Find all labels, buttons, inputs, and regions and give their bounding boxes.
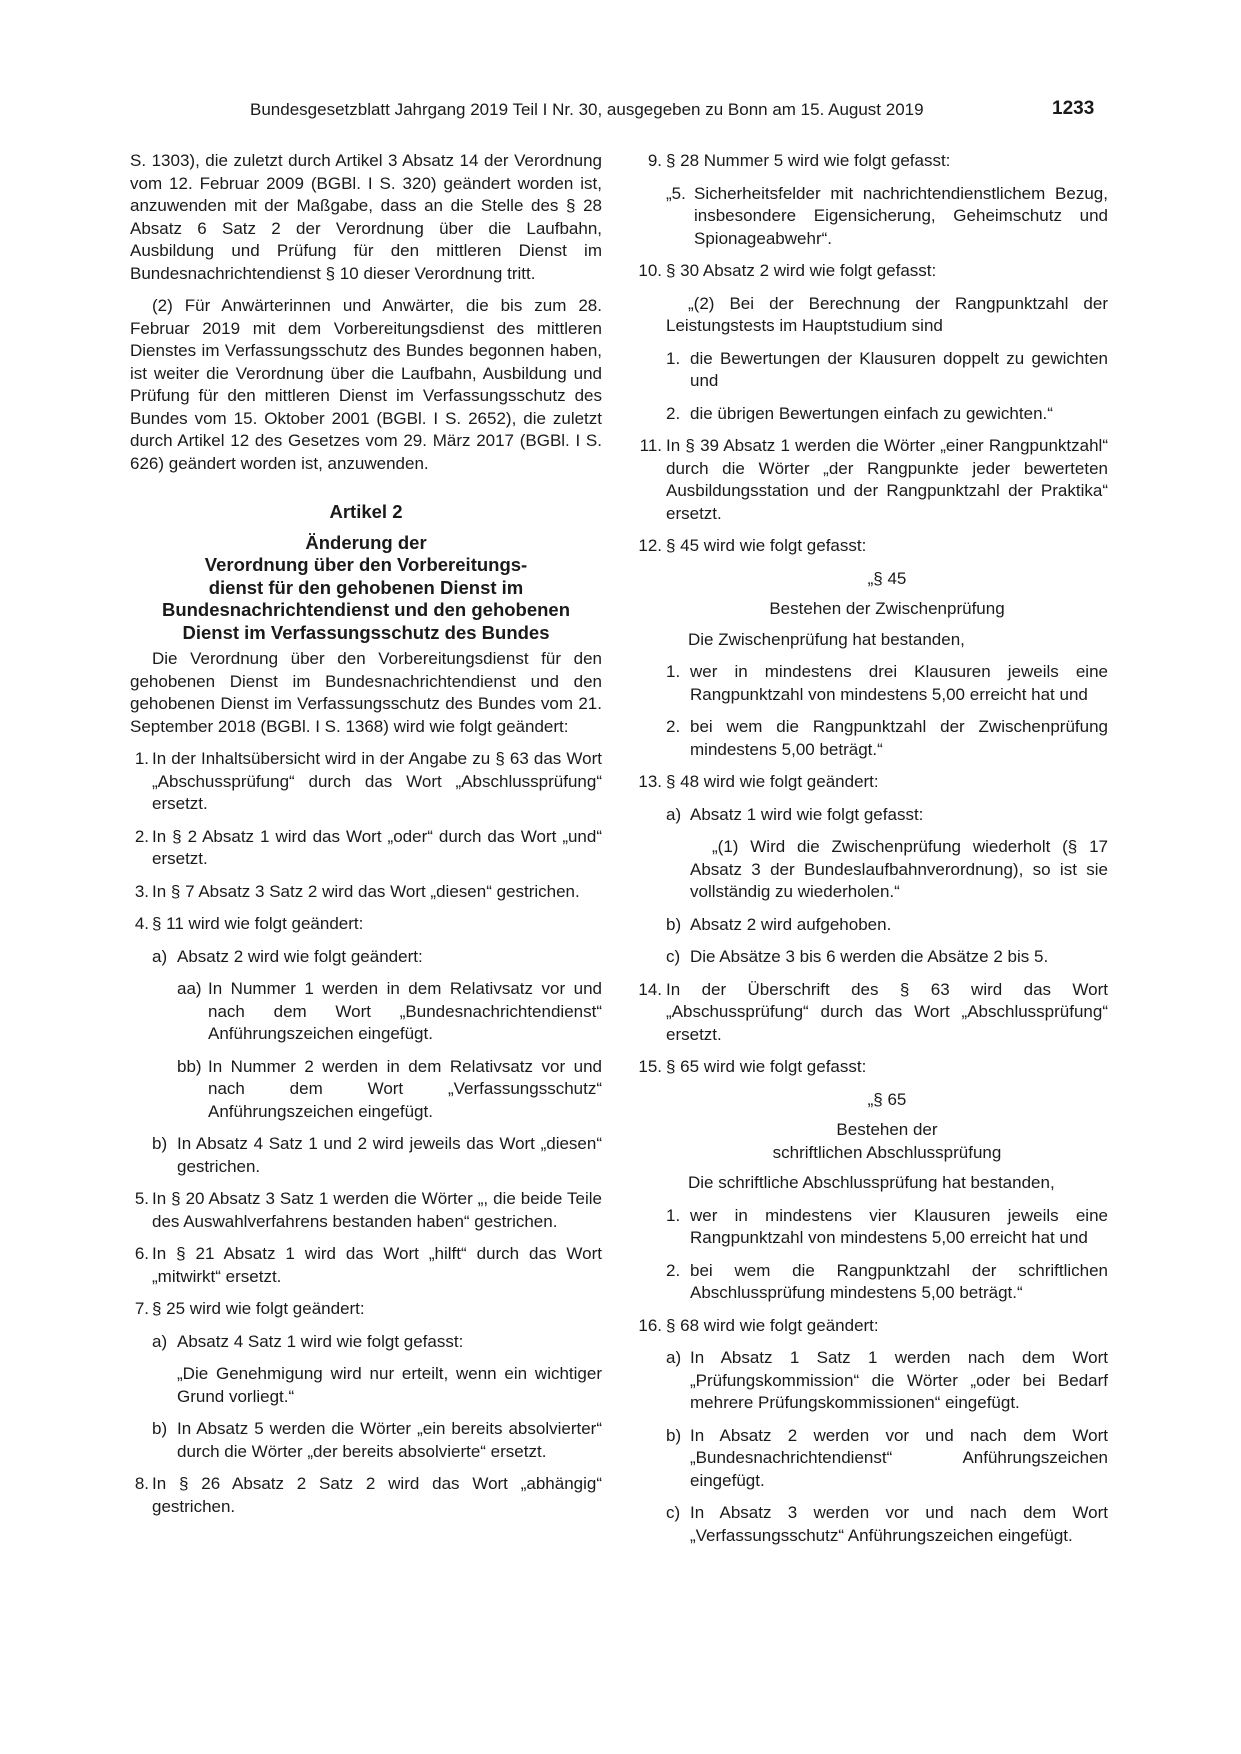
item-number: 13. <box>638 772 662 791</box>
quoted-text <box>634 836 1108 904</box>
section-title: schriftlichen Abschlussprüfung <box>772 1142 1002 1162</box>
item-letter: b) <box>152 1134 168 1153</box>
list-item <box>130 913 602 936</box>
item-text: In Nummer 1 werden in dem Relativsatz vor und nach dem Wort „Bundesnachrichtendienst“ Anführungszeichen eingefügt. <box>208 979 602 1043</box>
item-text: „(2) Bei der Berechnung der Rangpunktzahl der Leistungstests im Hauptstudium sind <box>666 293 1108 335</box>
list-subitem <box>634 661 1108 706</box>
item-number: 9. <box>647 151 662 170</box>
item-text: In § 7 Absatz 3 Satz 2 wird das Wort „diesen“ gestrichen. <box>152 881 580 901</box>
list-item <box>634 260 1108 283</box>
article-title-line: Verordnung über den Vorbereitungs- <box>204 554 528 575</box>
item-text: In § 26 Absatz 2 Satz 2 wird das Wort „abhängig“ gestrichen. <box>152 1474 602 1516</box>
item-number: 1. <box>666 662 681 681</box>
item-letter: a) <box>666 804 682 824</box>
item-number: „5. <box>666 183 686 203</box>
item-letter: a) <box>152 1331 168 1351</box>
item-text: In Absatz 3 werden vor und nach dem Wort „Verfassungsschutz“ Anführungszeichen eingefügt. <box>690 1503 1108 1545</box>
item-number: 7. <box>134 1299 149 1318</box>
list-item <box>130 748 602 816</box>
item-text: Sicherheitsfelder mit nachrichtendienstlichem Bezug, insbesondere Eigensicherung, Geheimschutz und Spionageabwehr“. <box>694 183 1108 248</box>
right-column <box>634 150 1108 1557</box>
running-title: Bundesgesetzblatt Jahrgang 2019 Teil I Nr. 30, ausgegeben zu Bonn am 15. August 2019 <box>250 100 924 119</box>
item-number: 14. <box>638 979 662 999</box>
item-number: 16. <box>638 1315 662 1335</box>
section-number: „§ 45 <box>867 568 907 588</box>
list-item <box>130 826 602 871</box>
item-number: 2. <box>134 826 149 846</box>
list-subsubitem <box>130 978 602 1046</box>
item-text: § 68 wird wie folgt geändert: <box>666 1315 879 1335</box>
item-number: 11. <box>639 436 662 455</box>
item-letter: a) <box>666 1348 682 1367</box>
item-number: 5. <box>134 1189 149 1208</box>
item-number: 15. <box>638 1057 662 1076</box>
item-letter: aa) <box>177 979 202 998</box>
paragraph-continued: S. 1303), die zuletzt durch Artikel 3 Absatz 14 der Verordnung vom 12. Februar 2009 (BGBl. I S. 320) geändert worden ist, anzuwenden mit der Maßgabe, dass an die Stelle des § 28 Absatz 6 Satz 2 der Verordnung über die Laufbahn, Ausbildung und Prüfung für den mittleren Dienst im Bundesnachrichtendienst § 10 dieser Verordnung tritt. <box>130 151 602 283</box>
item-text: In Absatz 2 werden vor und nach dem Wort „Bundesnachrichtendienst“ Anführungszeichen eingefügt. <box>690 1425 1108 1490</box>
item-text: In der Inhaltsübersicht wird in der Angabe zu § 63 das Wort „Abschussprüfung“ durch das Wort „Abschlussprüfung“ ersetzt. <box>152 749 602 813</box>
list-subitem <box>634 1347 1108 1415</box>
quoted-text <box>634 293 1108 338</box>
item-letter: a) <box>152 946 168 966</box>
item-text: In Absatz 1 Satz 1 werden nach dem Wort „Prüfungskommission“ die Wörter „oder bei Bedarf mehrere Prüfungskommissionen“ eingefügt. <box>690 1348 1108 1412</box>
item-text: bei wem die Rangpunktzahl der schriftlichen Abschlussprüfung mindestens 5,00 beträgt.“ <box>690 1260 1108 1302</box>
article-title-line: Änderung der <box>305 531 427 553</box>
section-intro: Die Zwischenprüfung hat bestanden, <box>688 629 965 649</box>
item-letter: b) <box>666 914 682 934</box>
article-heading: Artikel 2 <box>329 501 403 522</box>
item-letter: b) <box>152 1419 168 1438</box>
list-subitem <box>130 946 602 969</box>
article-title-line: Bundesnachrichtendienst und den gehobenen <box>161 599 571 620</box>
item-text: § 25 wird wie folgt geändert: <box>152 1299 365 1318</box>
list-item <box>634 771 1108 794</box>
list-subitem <box>634 403 1108 426</box>
list-item <box>130 881 602 904</box>
list-item <box>130 1473 602 1518</box>
list-item <box>130 1243 602 1288</box>
section-number: „§ 65 <box>867 1089 907 1109</box>
list-subitem <box>634 946 1108 969</box>
item-text: In § 20 Absatz 3 Satz 1 werden die Wörter „, die beide Teile des Auswahlverfahrens bestanden haben“ gestrichen. <box>152 1189 602 1231</box>
list-subitem <box>634 1260 1108 1305</box>
list-item <box>130 1188 602 1233</box>
item-text: § 45 wird wie folgt gefasst: <box>666 536 867 555</box>
page-number: 1233 <box>1052 98 1095 119</box>
item-text: Absatz 2 wird aufgehoben. <box>690 914 892 934</box>
item-number: 3. <box>134 881 149 901</box>
list-item <box>634 150 1108 173</box>
section-intro: Die schriftliche Abschlussprüfung hat bestanden, <box>688 1173 1055 1192</box>
section-title: Bestehen der Zwischenprüfung <box>769 599 1005 618</box>
item-text: In § 21 Absatz 1 wird das Wort „hilft“ durch das Wort „mitwirkt“ ersetzt. <box>152 1244 602 1286</box>
item-text: bei wem die Rangpunktzahl der Zwischenprüfung mindestens 5,00 beträgt.“ <box>690 717 1108 759</box>
list-item <box>634 1315 1108 1338</box>
list-item <box>634 979 1108 1047</box>
item-text: In § 39 Absatz 1 werden die Wörter „einer Rangpunktzahl“ durch die Wörter „der Rangpunkte jeder bewerteten Ausbildungsstation und der Rangpunktzahl der Praktika“ ersetzt. <box>666 436 1108 523</box>
quoted-item <box>634 183 1108 251</box>
item-number: 10. <box>638 261 662 280</box>
list-subitem <box>130 1331 602 1354</box>
list-subitem <box>634 1205 1108 1250</box>
list-subsubitem <box>130 1056 602 1124</box>
item-text: Absatz 2 wird wie folgt geändert: <box>177 946 423 966</box>
item-number: 2. <box>666 1260 681 1280</box>
list-subitem <box>634 1502 1108 1547</box>
item-number: 2. <box>666 403 681 423</box>
item-text: wer in mindestens vier Klausuren jeweils eine Rangpunktzahl von mindestens 5,00 erreicht hat und <box>690 1205 1108 1247</box>
article-title <box>130 532 602 645</box>
item-text: § 48 wird wie folgt geändert: <box>666 772 879 791</box>
item-number: 6. <box>134 1244 149 1263</box>
item-number: 12. <box>638 536 662 555</box>
list-subitem <box>130 1133 602 1178</box>
article-title-line: Dienst im Verfassungsschutz des Bundes <box>182 621 550 643</box>
list-item <box>130 1298 602 1321</box>
item-text: § 28 Nummer 5 wird wie folgt gefasst: <box>666 151 951 170</box>
item-text: die Bewertungen der Klausuren doppelt zu gewichten und <box>690 348 1108 390</box>
list-subitem <box>130 1418 602 1463</box>
item-number: 1. <box>134 749 149 768</box>
list-subitem <box>634 914 1108 937</box>
list-item <box>634 435 1108 525</box>
item-text: § 30 Absatz 2 wird wie folgt gefasst: <box>666 261 937 280</box>
item-text: In § 2 Absatz 1 wird das Wort „oder“ durch das Wort „und“ ersetzt. <box>152 826 602 868</box>
list-subitem <box>634 716 1108 761</box>
item-number: 8. <box>134 1474 149 1493</box>
item-text: Absatz 4 Satz 1 wird wie folgt gefasst: <box>177 1331 464 1351</box>
item-text: § 11 wird wie folgt geändert: <box>152 914 364 933</box>
item-text: In Absatz 5 werden die Wörter „ein bereits absolvierter“ durch die Wörter „der bereits absolvierte“ ersetzt. <box>177 1419 602 1461</box>
item-number: 4. <box>134 914 149 933</box>
paragraph-2: (2) Für Anwärterinnen und Anwärter, die bis zum 28. Februar 2019 mit dem Vorbereitungsdienst des mittleren Dienstes im Verfassungsschutz des Bundes begonnen haben, ist weiter die Verordnung über die Laufbahn, Ausbildung und Prüfung für den mittleren Dienst im Verfassungsschutz des Bundes vom 15. Oktober 2001 (BGBl. I S. 2652), die zuletzt durch Artikel 12 des Gesetzes vom 29. März 2017 (BGBl. I S. 626) geändert worden ist, anzuwenden. <box>130 296 602 473</box>
item-letter: c) <box>666 1503 681 1522</box>
item-text: Die Absätze 3 bis 6 werden die Absätze 2 bis 5. <box>690 947 1049 966</box>
item-text: In der Überschrift des § 63 wird das Wort „Abschussprüfung“ durch das Wort „Abschlussprüfung“ ersetzt. <box>666 979 1108 1044</box>
list-subitem <box>634 804 1108 827</box>
item-number: 2. <box>666 717 681 736</box>
item-text: Absatz 1 wird wie folgt gefasst: <box>690 804 924 824</box>
left-column <box>130 150 602 1528</box>
section-title: Bestehen der <box>836 1120 938 1139</box>
item-letter: b) <box>666 1425 682 1445</box>
list-item <box>634 1056 1108 1079</box>
quoted-text: „Die Genehmigung wird nur erteilt, wenn ein wichtiger Grund vorliegt.“ <box>177 1364 602 1406</box>
item-number: 1. <box>666 348 681 368</box>
item-letter: bb) <box>177 1056 202 1076</box>
item-text: § 65 wird wie folgt gefasst: <box>666 1057 867 1076</box>
item-letter: c) <box>666 947 681 966</box>
item-text: In Absatz 4 Satz 1 und 2 wird jeweils das Wort „diesen“ gestrichen. <box>177 1134 602 1176</box>
list-subitem <box>634 1425 1108 1493</box>
list-item <box>634 535 1108 558</box>
item-number: 1. <box>666 1205 681 1225</box>
list-subitem <box>634 348 1108 393</box>
article-intro: Die Verordnung über den Vorbereitungsdienst für den gehobenen Dienst im Bundesnachrichtendienst und den gehobenen Dienst im Verfassungsschutz des Bundes vom 21. September 2018 (BGBl. I S. 1368) wird wie folgt geändert: <box>130 649 602 736</box>
article-title-line: dienst für den gehobenen Dienst im <box>208 576 524 598</box>
item-text: „(1) Wird die Zwischenprüfung wiederholt (§ 17 Absatz 3 der Bundeslaufbahnverordnung), so ist sie vollständig zu wiederholen.“ <box>690 837 1108 901</box>
item-text: die übrigen Bewertungen einfach zu gewichten.“ <box>690 403 1053 423</box>
item-text: wer in mindestens drei Klausuren jeweils eine Rangpunktzahl von mindestens 5,00 erreicht hat und <box>690 662 1108 704</box>
item-text: In Nummer 2 werden in dem Relativsatz vor und nach dem Wort „Verfassungsschutz“ Anführungszeichen eingefügt. <box>208 1056 602 1121</box>
page-header <box>0 100 1241 126</box>
